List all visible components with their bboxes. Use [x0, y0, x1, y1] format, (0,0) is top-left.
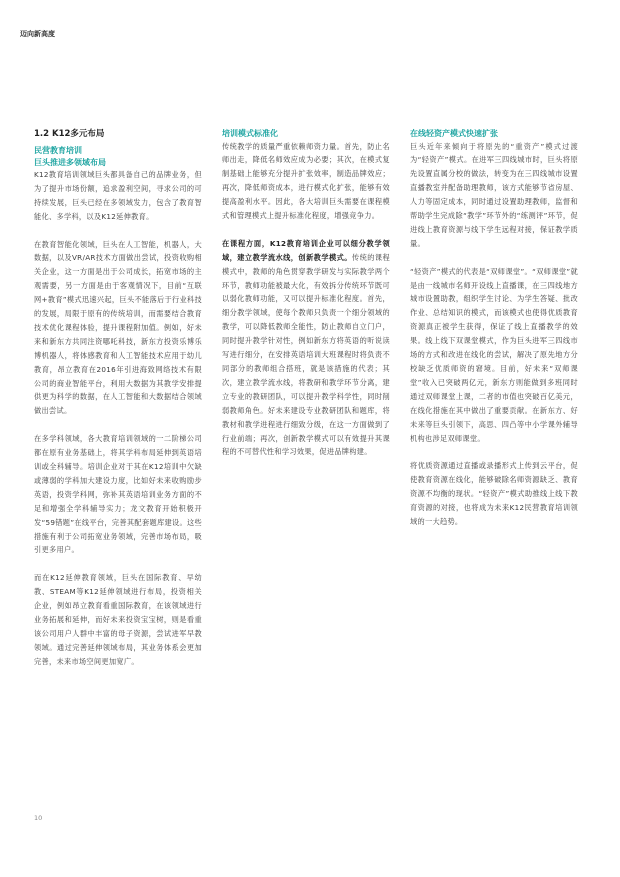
section-title: 1.2 K12多元布局: [34, 129, 105, 139]
paragraph: K12教育培训领域巨头都具备自己的品牌业务，但为了提升市场份额，追求盈利空间，寻求公司的可持续发展，巨头已经在多领域发力，包含了教育智能化、多学科，以及K12延伸教育。: [34, 170, 202, 221]
paragraph: 传统教学的质量严重依赖师资力量。首先，防止名师出走，降低名师效应成为必要；其次，在模式复制基础上能够充分提升扩张效率，制造品牌效应；再次，降低师资成本，进行模式化扩张，能够有效提高盈利水平。因此，各大培训巨头需要在课程模式和管理模式上提升标准化程度，增强竞争力。: [222, 141, 390, 221]
paragraph: 将优质资源通过直播或录播形式上传到云平台，促使教育资源在线化，能够破除名师资源缺乏、教育资源不均衡的现状。“轻资产”模式助推线上线下教育资源的对接，也将成为未来K12民营教育培训领域的一大趋势。: [410, 461, 578, 526]
running-header: 迈向新高度: [20, 30, 55, 38]
paragraph-body: 传统的课程模式中，教师的角色贯穿教学研发与实际教学两个环节，教师功能被最大化，有效拆分传统环节既可以弱化教师功能，又可以提升标准化程度。首先，细分教学领域，使每个教师只负责一个细分领域的教学，可以降低教师全能性，防止教师自立门户，同时提升教学针对性，例如新东方将英语的听说读写进行细分，在安排英语培训大班课程时将负责不同部分的教师组合搭班，就是该措施的代表；其次，建立教学流水线，将教研和教学环节分离，建立专业的教研团队，可以提升教学科学性，同时削弱教师角色。好未来建设专业教研团队和题库，将教材和教学进程进行细致分级，在这一方面做到了行业前端；再次，创新教学模式可以有效提升其课程的不可替代性和学习效果，促进品牌构建。: [222, 252, 390, 457]
subheading-online-light-asset: 在线轻资产模式快速扩张: [410, 129, 498, 138]
paragraph: [222, 237, 390, 460]
subheading-standardization: 培训模式标准化: [222, 129, 278, 138]
paragraph: “轻资产”模式的代表是“双师课堂”。“双师课堂”就是由一线城市名师开设线上直播课，在三四线地方城市设置助教，组织学生讨论、为学生答疑、批改作业、总结知识的模式，而该模式也使得优质教育资源真正被学生获得，保证了线上直播教学的效果。线上线下双课堂模式，作为巨头进军三四线市场的方式和改进在线化的尝试，解决了原先地方分校缺乏优质师资的窘境。目前，好未来“双师课堂”收入已突破两亿元，新东方则能做到多班同时通过双师课堂上课，二者的市值也突破百亿美元，在线化措施在其中做出了重要贡献。在新东方、好未来等巨头引领下，高思、四凸等中小学课外辅导机构也涉足双师课堂。: [410, 266, 578, 443]
column-middle: [222, 128, 390, 459]
column-left: [34, 128, 202, 669]
paragraph: 巨头近年来倾向于将原先的“重资产”模式过渡为“轻资产”模式。在进军三四线城市时，巨头将原先设置直属分校的做法，转变为在三四线城市设置直播教室并配备助理教师，该方式能够节省房屋、人力等固定成本，同时通过设置助理教师，监督和帮助学生完成除“教学”环节外的“练测评”环节，促进线上教育资源与线下学生远程对接，保证教学质量。: [410, 141, 578, 248]
page-number: 10: [34, 814, 43, 822]
paragraph: 而在K12延伸教育领域，巨头在国际教育、早幼教、STEAM等K12延伸领域进行布局，投资相关企业，例如昂立教育看重国际教育，在该领域进行业务拓展和延伸，而好未来投资宝宝树，则是看重该公司用户人群中丰富的母子资源，尝试进军早教领域。通过完善延伸领域布局，其业务体系会更加完善，未来市场空间更加宽广。: [34, 573, 202, 666]
subheading-multi-domain: 巨头推进多领域布局: [34, 157, 106, 167]
paragraph: 在多学科领域，各大教育培训领域的一二阶梯公司都在原有业务基础上，将其学科布局延伸到英语培训或全科辅导。培训企业对于其在K12培训中欠缺或薄弱的学科加大建设力度，比如好未来收购励步英语，投资学科网，弥补其英语培训业务方面的不足和增强全学科辅导实力；龙文教育开始积极开发“59错题”在线平台，完善其配套题库建设。这些措施有利于公司拓宽业务领域，完善市场布局，吸引更多用户。: [34, 434, 202, 555]
column-right: [410, 128, 578, 529]
subheading-private-education: 民营教育培训: [34, 146, 82, 155]
lead-sentence: 在课程方面，K12教育培训企业可以细分教学领域，建立教学流水线，创新教学模式。: [222, 238, 390, 262]
paragraph: 在教育智能化领域，巨头在人工智能，机器人，大数据，以及VR/AR技术方面做出尝试，投资收购相关企业，这一方面是出于公司成长，拓宽市场的主观需要，另一方面是由于客观情况下，目前“互联网+教育”模式迅速兴起，巨头不能落后于行业科技的发展，局限于原有的传统培训，而需要结合教育技术优化课程体验，提升课程附加值。例如，好未来和新东方共同注资哪吒科技，新东方投资乐博乐博机器人，将体感教育和人工智能技术应用于幼儿教育，昂立教育在2016年引进海致网络技术有限公司的商业智能平台，利用大数据为其教学安排提供更为科学的数据，在人工智能和大数据结合领域做出尝试。: [34, 239, 202, 416]
